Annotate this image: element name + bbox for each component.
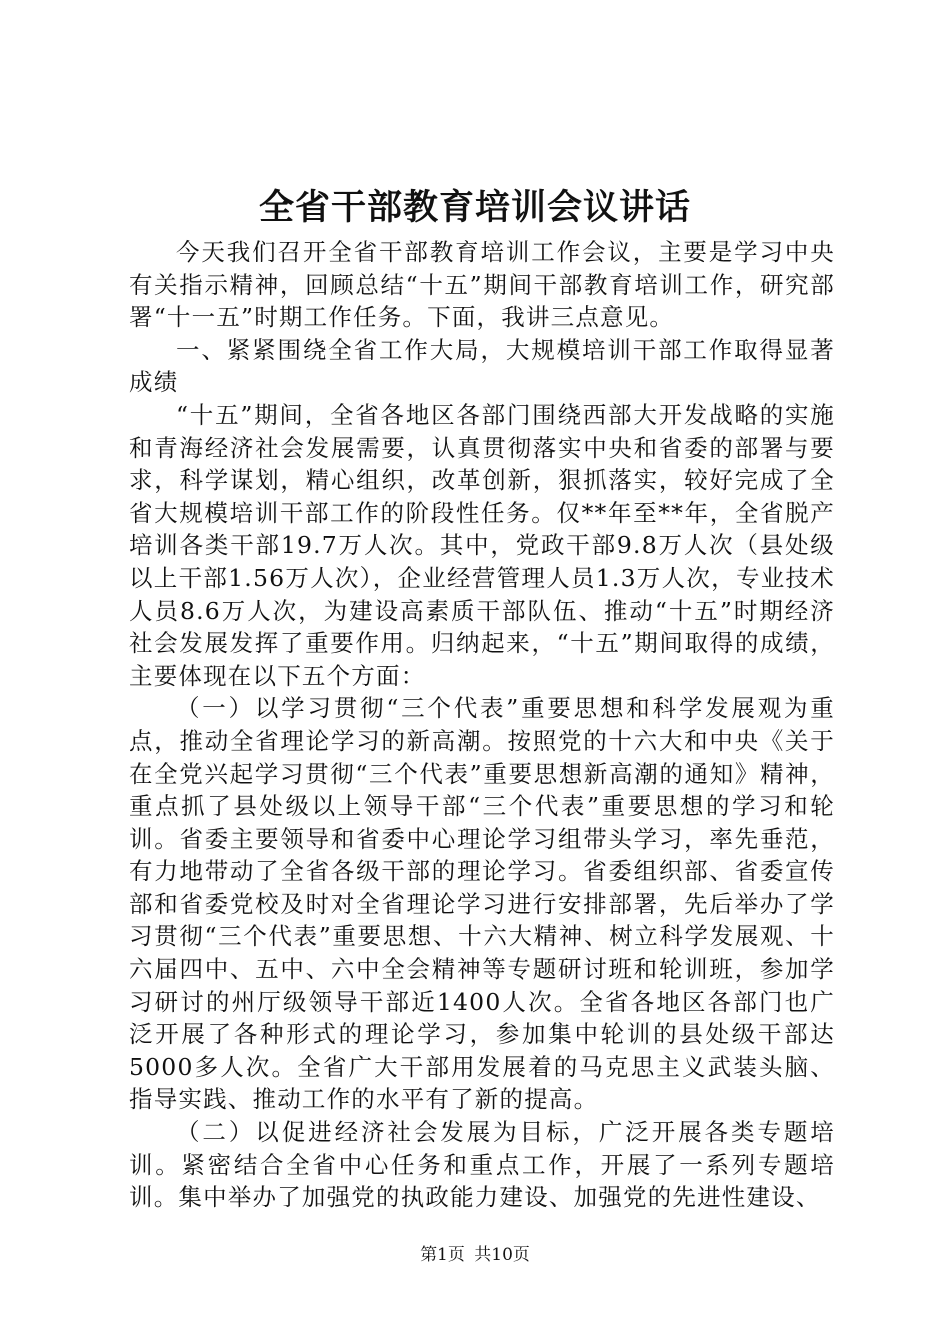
section-heading-1: 一、紧紧围绕全省工作大局，大规模培训干部工作取得显著成绩 [129,335,835,397]
paragraph-item-1: （一）以学习贯彻“三个代表”重要思想和科学发展观为重点，推动全省理论学习的新高潮。按照党的十六大和中央《关于在全党兴起学习贯彻“三个代表”重要思想新高潮的通知》精神，重点抓了县处级以上领导干部“三个代表”重要思想的学习和轮训。省委主要领导和省委中心理论学习组带头学习，率先垂范，有力地带动了全省各级干部的理论学习。省委组织部、省委宣传部和省委党校及时对全省理论学习进行安排部署，先后举办了学习贯彻“三个代表”重要思想、十六大精神、树立科学发展观、十六届四中、五中、六中全会精神等专题研讨班和轮训班，参加学习研讨的州厅级领导干部近1400人次。全省各地区各部门也广泛开展了各种形式的理论学习，参加集中轮训的县处级干部达5000多人次。全省广大干部用发展着的马克思主义武装头脑、指导实践、推动工作的水平有了新的提高。 [129,694,835,1114]
page-total: 共10页 [474,1245,530,1265]
paragraph-achievements: “十五”期间，全省各地区各部门围绕西部大开发战略的实施和青海经济社会发展需要，认真贯彻落实中央和省委的部署与要求，科学谋划，精心组织，改革创新，狠抓落实，较好完成了全省大规模培训干部工作的阶段性任务。仅**年至**年，全省脱产培训各类干部19.7万人次。其中，党政干部9.8万人次（县处级以上干部1.56万人次），企业经营管理人员1.3万人次，专业技术人员8.6万人次，为建设高素质干部队伍、推动“十五”时期经济社会发展发挥了重要作用。归纳起来，“十五”期间取得的成绩，主要体现在以下五个方面： [129,400,835,690]
page-number: 第1页 [420,1245,465,1265]
page-footer [0,1243,950,1267]
document-body [129,236,835,1214]
document-title: 全省干部教育培训会议讲话 [258,187,691,228]
paragraph-intro: 今天我们召开全省干部教育培训工作会议，主要是学习中央有关指示精神，回顾总结“十五”期间干部教育培训工作，研究部署“十一五”时期工作任务。下面，我讲三点意见。 [129,238,835,332]
paragraph-item-2: （二）以促进经济社会发展为目标，广泛开展各类专题培训。紧密结合全省中心任务和重点工作，开展了一系列专题培训。集中举办了加强党的执政能力建设、加强党的先进性建设、 [129,1118,835,1212]
